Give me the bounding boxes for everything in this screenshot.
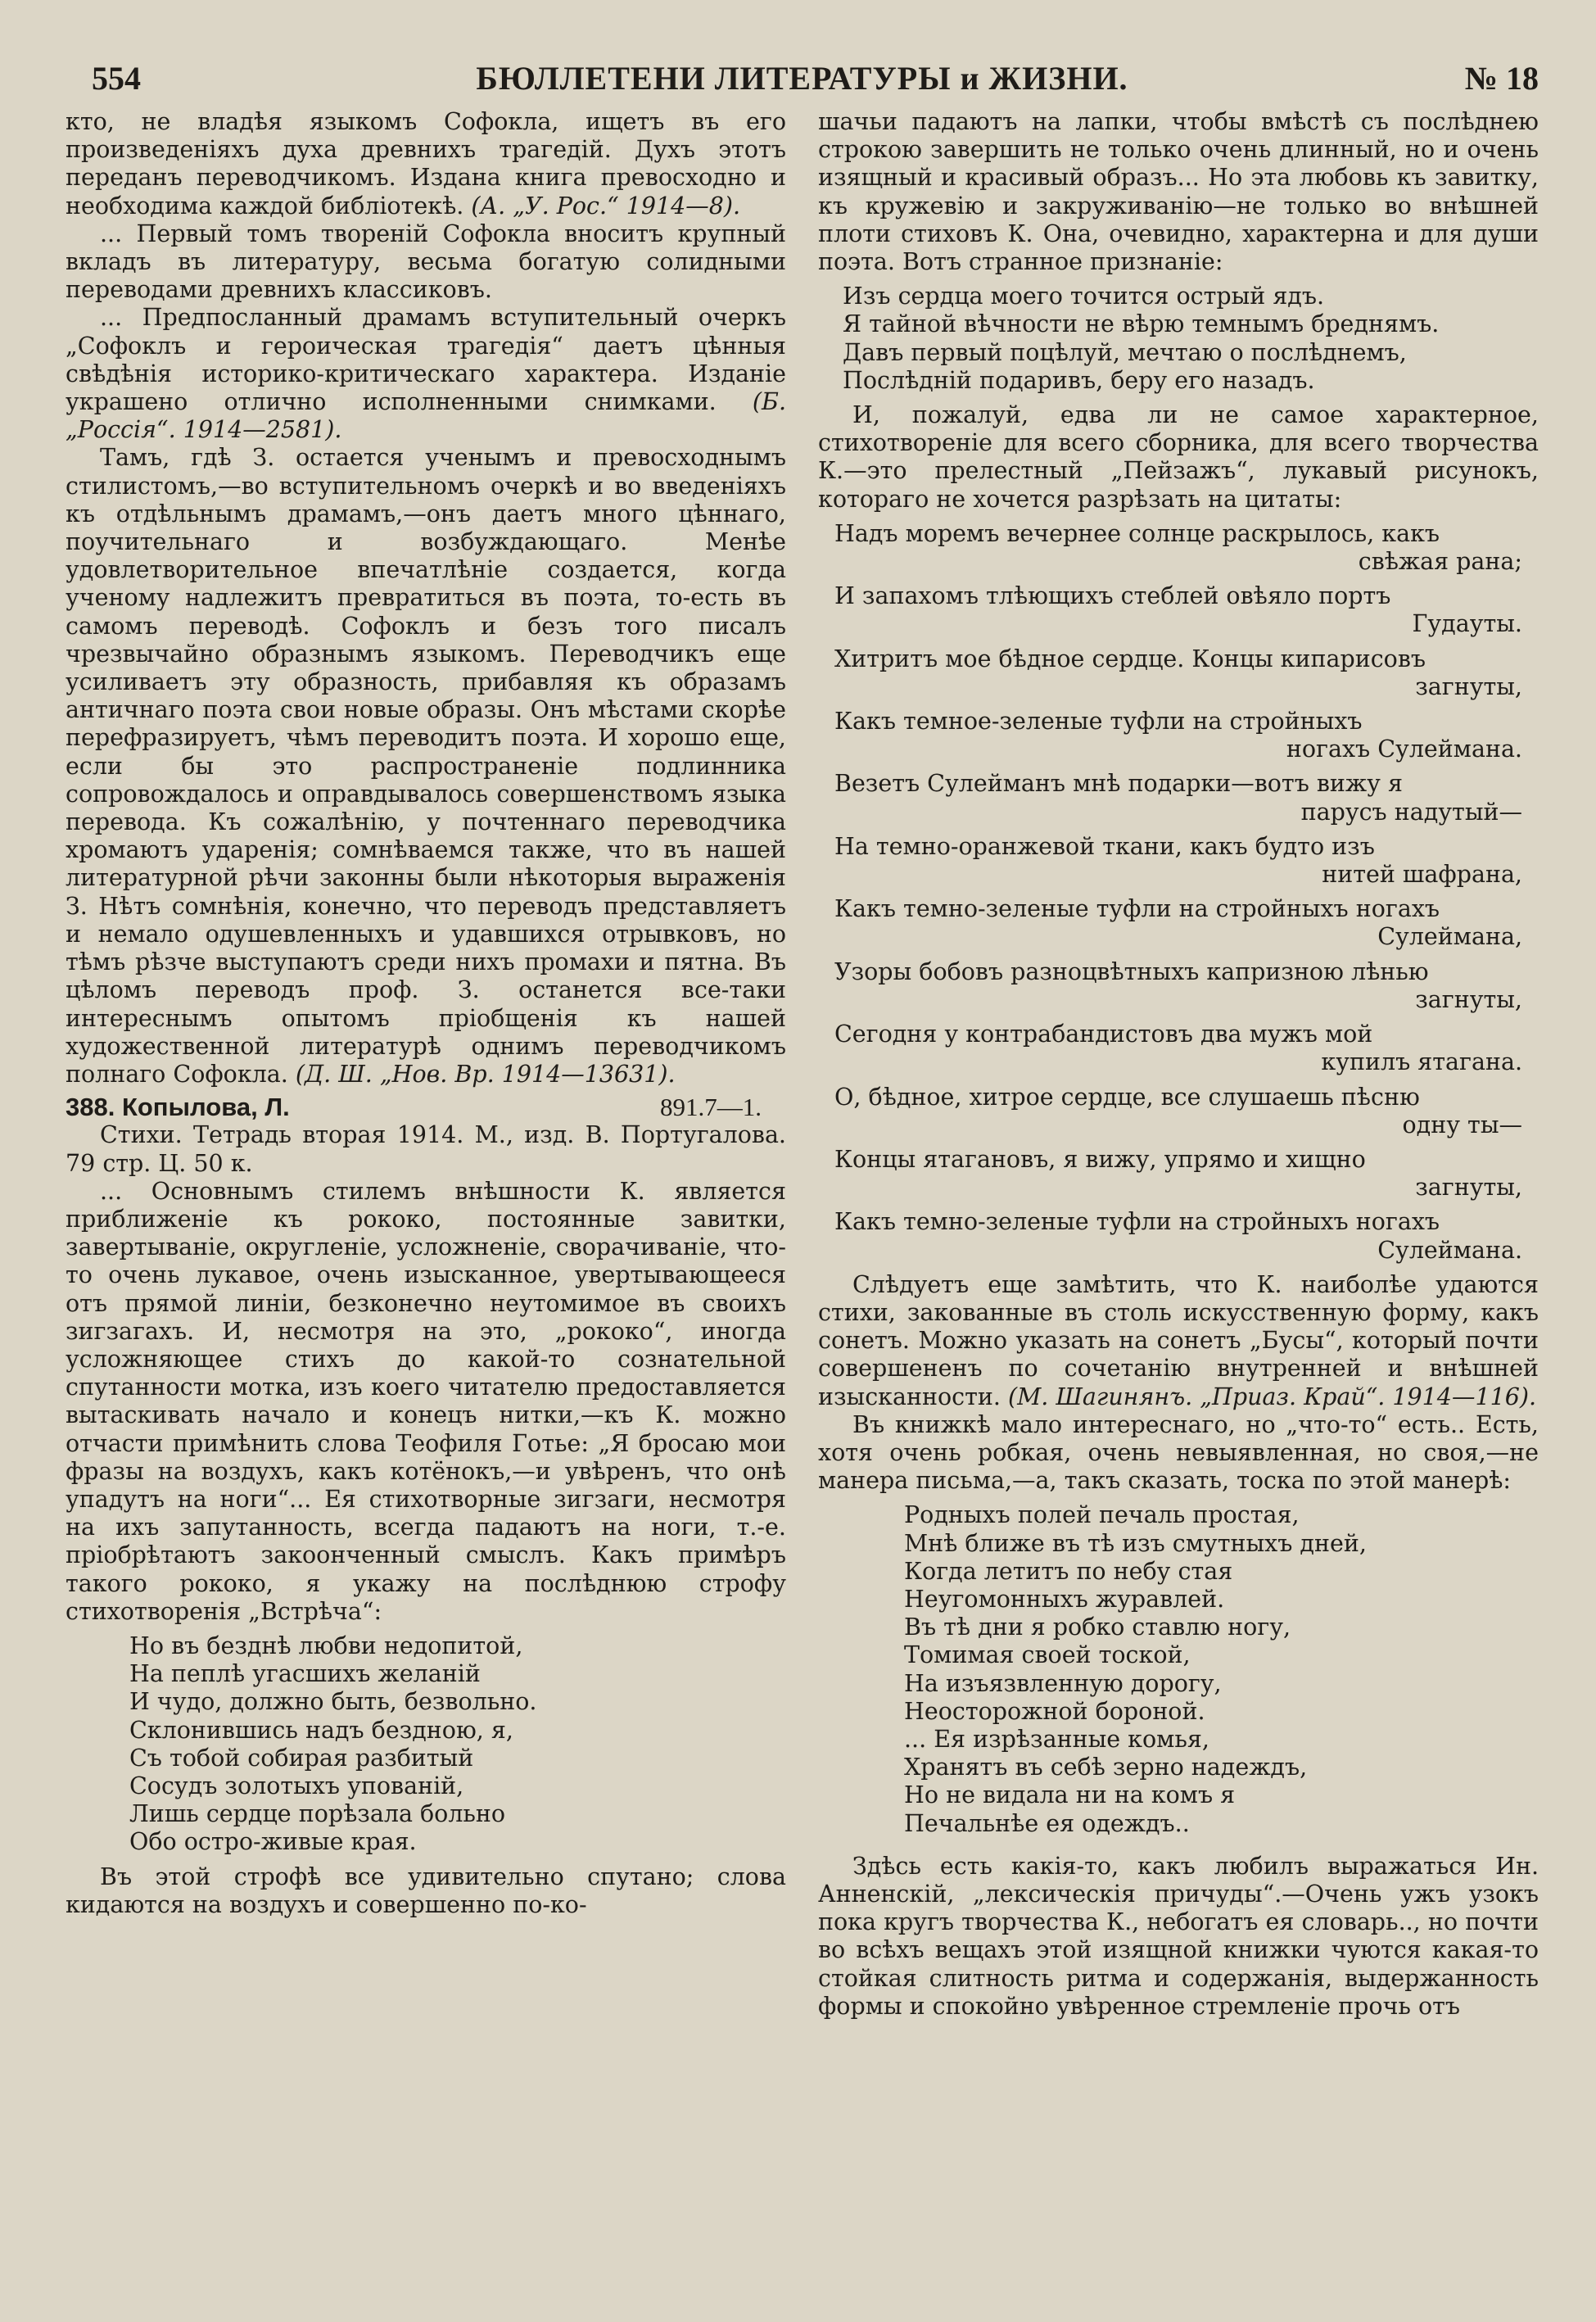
poem-vstrecha <box>66 1632 786 1857</box>
poem-line-continuation: Сулеймана. <box>1377 1236 1522 1264</box>
poem-line: ... Ея изрѣзанные комья, <box>904 1725 1209 1753</box>
poem-line: И чудо, должно быть, безвольно. <box>129 1688 537 1716</box>
issue-number: № 18 <box>1464 60 1539 97</box>
paragraph: кто, не владѣя языкомъ Софокла, ищетъ въ его произведеніяхъ духа древнихъ трагедій. Духъ этотъ переданъ переводчикомъ. Издана книга превосходно и необходима каждой библіотекѣ. (А. „У. Рос.“ 1914—8). <box>66 108 786 220</box>
poem-line-continuation: свѣжая рана; <box>1358 548 1522 576</box>
poem-line-continuation: Сулеймана, <box>1377 923 1522 951</box>
running-header <box>66 43 1539 108</box>
entry-bibliography: Стихи. Тетрадь вторая 1914. М., изд. В. Португалова. 79 стр. Ц. 50 к. <box>66 1121 786 1177</box>
paragraph: ... Первый томъ твореній Софокла вноситъ крупный вкладъ въ литературу, весьма богатую солидными переводами древнихъ классиковъ. <box>66 220 786 304</box>
poem-line: Какъ темно-зеленые туфли на стройныхъ ногахъ <box>834 1208 1440 1236</box>
source-citation: (А. „У. Рос.“ 1914—8). <box>471 192 741 220</box>
poem-line: Въ тѣ дни я робко ставлю ногу, <box>904 1614 1291 1641</box>
poem-line-continuation: парусъ надутый— <box>1300 798 1522 826</box>
poem-line: Обо остро-живые края. <box>129 1828 417 1856</box>
poem-line-continuation: купилъ ятагана. <box>1321 1048 1522 1076</box>
poem-line: Давъ первый поцѣлуй, мечтаю о послѣднемъ, <box>843 338 1407 366</box>
entry-author: 388. Копылова, Л. <box>66 1093 290 1122</box>
paragraph: Здѣсь есть какія-то, какъ любилъ выражаться Ин. Анненскій, „лексическія причуды“.—Очень ужъ узокъ пока кругъ творчества К., небогатъ ея словарь.., но почти во всѣхъ вещахъ этой изящной книжки чуются какая-то стойкая слитность ритма и содержанія, выдержанность формы и спокойно увѣренное стремленіе прочь отъ <box>818 1852 1539 2020</box>
poem-line: На изъязвленную дорогу, <box>904 1669 1222 1697</box>
source-citation: (М. Шагинянъ. „Приаз. Край“. 1914—116). <box>1007 1383 1537 1410</box>
poem-line: На пеплѣ угасшихъ желаній <box>129 1660 481 1688</box>
entry-classification: 891.7—1. <box>660 1093 762 1122</box>
poem-line: Послѣдній подаривъ, беру его назадъ. <box>843 366 1315 394</box>
poem-line: Когда летитъ по небу стая <box>904 1557 1233 1585</box>
poem-line: Лишь сердце порѣзала больно <box>129 1800 506 1828</box>
right-column <box>818 108 1539 2021</box>
poem-line: Но въ безднѣ любви недопитой, <box>129 1632 523 1659</box>
poem-line: Какъ темное-зеленые туфли на стройныхъ <box>834 708 1363 736</box>
poem-line: Неосторожной бороной. <box>904 1697 1205 1725</box>
poem-line-continuation: ногахъ Сулеймана. <box>1286 736 1522 763</box>
paragraph: Слѣдуетъ еще замѣтить, что К. наиболѣе удаются стихи, закованные въ столь искусственную форму, какъ сонетъ. Можно указать на сонетъ „Бусы“, который почти совершененъ по сочетанію внутренней и внѣшней изысканности. (М. Шагинянъ. „Приаз. Край“. 1914—116). <box>818 1270 1539 1410</box>
poem-peizazh <box>818 520 1539 1265</box>
poem-line: Какъ темно-зеленые туфли на стройныхъ ногахъ <box>834 895 1440 923</box>
poem-line: Сосудъ золотыхъ упованій, <box>129 1772 464 1799</box>
paragraph: ... Основнымъ стилемъ внѣшности К. является приближеніе къ рококо, постоянные завитки, завертываніе, округленіе, усложненіе, сворачиваніе, что-то очень лукавое, очень изысканное, увертывающееся отъ прямой линіи, безконечно неутомимое въ своихъ зигзагахъ. И, несмотря на это, „рококо“, иногда усложняющее стихъ до какой-то сознательной спутанности мотка, изъ коего читателю предоставляется вытаскивать начало и конецъ нитки,—къ К. можно отчасти примѣнить слова Теофиля Готье: „Я бросаю мои фразы на воздухъ, какъ котёнокъ,—и увѣренъ, что онѣ упадутъ на ноги“... Ея стихотворные зигзаги, несмотря на ихъ запутанность, всегда падаютъ на ноги, т.-е. пріобрѣтаютъ закоонченный смыслъ. Какъ примѣръ такого рококо, я укажу на послѣднюю строфу стихотворенія „Встрѣча“: <box>66 1177 786 1625</box>
poem-line: Родныхъ полей печаль простая, <box>904 1501 1300 1529</box>
poem-line-continuation: нитей шафрана, <box>1322 861 1522 889</box>
poem-line-continuation: загнуты, <box>1415 672 1522 700</box>
poem-line: Неугомонныхъ журавлей. <box>904 1585 1225 1613</box>
poem-line-continuation: одну ты— <box>1402 1111 1522 1138</box>
paragraph: шачьи падаютъ на лапки, чтобы вмѣстѣ съ послѣднею строкою завершить не только очень длинный, но и очень изящный и красивый образъ... Но эта любовь къ завитку, къ кружевію и закруживанію—не только во внѣшней плоти стиховъ К. Она, очевидно, характерна и для души поэта. Вотъ странное признаніе: <box>818 108 1539 276</box>
poem-line-continuation: загнуты, <box>1415 985 1522 1013</box>
paragraph: ... Предпосланный драмамъ вступительный очеркъ „Софоклъ и героическая трагедія“ даетъ цѣнныя свѣдѣнія историко-критическаго характера. Изданіе украшено отлично исполненными снимками. (Б. „Россія“. 1914—2581). <box>66 304 786 444</box>
page-number: 554 <box>92 60 141 97</box>
paragraph: И, пожалуй, едва ли не самое характерное, стихотвореніе для всего сборника, для всего творчества К.—это прелестный „Пейзажъ“, лукавый рисунокъ, котораго не хочется разрѣзать на цитаты: <box>818 401 1539 513</box>
text-columns <box>66 108 1539 2021</box>
poem-line: Я тайной вѣчности не вѣрю темнымъ бреднямъ. <box>843 310 1440 338</box>
poem-line: Печальнѣе ея одеждъ.. <box>904 1809 1190 1837</box>
poem-line-continuation: Гудауты. <box>1412 610 1522 638</box>
poem-line: Склонившись надъ бездною, я, <box>129 1716 513 1744</box>
source-citation: (Д. Ш. „Нов. Вр. 1914—13631). <box>295 1060 676 1088</box>
poem-line: Съ тобой собирая разбитый <box>129 1744 474 1772</box>
poem-line: Мнѣ ближе въ тѣ изъ смутныхъ дней, <box>904 1529 1367 1557</box>
poem-confession <box>818 283 1539 395</box>
poem-line: Хитритъ мое бѣдное сердце. Концы кипарисовъ <box>834 645 1426 672</box>
paragraph: Въ этой строфѣ все удивительно спутано; слова кидаются на воздухъ и совершенно по-ко- <box>66 1863 786 1918</box>
poem-rodnykh-polei <box>818 1501 1539 1837</box>
poem-line: Хранятъ въ себѣ зерно надеждъ, <box>904 1754 1308 1781</box>
poem-line: О, бѣдное, хитрое сердце, все слушаешь пѣсню <box>834 1083 1420 1111</box>
left-column <box>66 108 786 2021</box>
poem-line: Надъ моремъ вечернее солнце раскрылось, какъ <box>834 519 1440 547</box>
poem-line: Узоры бобовъ разноцвѣтныхъ капризною лѣнью <box>834 957 1429 985</box>
poem-line: И запахомъ тлѣющихъ стеблей овѣяло портъ <box>834 582 1391 610</box>
poem-line: Но не видала ни на комъ я <box>904 1781 1236 1809</box>
paragraph: Въ книжкѣ мало интереснаго, но „что-то“ есть.. Есть, хотя очень робкая, очень невыявленная, но своя,—не манера письма,—а, такъ сказать, тоска по этой манерѣ: <box>818 1410 1539 1495</box>
poem-line: Томимая своей тоской, <box>904 1641 1191 1669</box>
entry-heading <box>66 1093 786 1121</box>
poem-line: Везетъ Сулейманъ мнѣ подарки—вотъ вижу я <box>834 770 1403 798</box>
poem-line: Сегодня у контрабандистовъ два мужъ мой <box>834 1021 1373 1048</box>
poem-line: Концы ятагановъ, я вижу, упрямо и хищно <box>834 1145 1366 1173</box>
poem-line: Изъ сердца моего точится острый ядъ. <box>843 283 1325 310</box>
journal-title: БЮЛЛЕТЕНИ ЛИТЕРАТУРЫ и ЖИЗНИ. <box>476 60 1128 97</box>
source-citation: (Б. „Россія“. 1914—2581). <box>66 388 786 444</box>
paragraph: Тамъ, гдѣ З. остается ученымъ и превосходнымъ стилистомъ,—во вступительномъ очеркѣ и во введеніяхъ къ отдѣльнымъ драмамъ,—онъ даетъ много цѣннаго, поучительнаго и возбуждающаго. Менѣе удовлетворительное впечатлѣніе создается, когда ученому надлежитъ превратиться въ поэта, то-есть въ самомъ переводѣ. Софоклъ и безъ того писалъ чрезвычайно образнымъ языкомъ. Переводчикъ еще усиливаетъ эту образность, прибавляя къ образамъ античнаго поэта свои новые образы. Онъ мѣстами скорѣе перефразируетъ, чѣмъ переводитъ поэта. И хорошо еще, если бы это распространеніе подлинника сопровождалось и оправдывалось совершенствомъ языка перевода. Къ сожалѣнію, у почтеннаго переводчика хромаютъ ударенія; сомнѣваемся также, что въ нашей литературной рѣчи законны были нѣкоторыя выраженія З. Нѣтъ сомнѣнія, конечно, что переводъ представляетъ и немало одушевленныхъ и удавшихся отрывковъ, но тѣмъ рѣзче выступаютъ среди нихъ промахи и пятна. Въ цѣломъ переводъ проф. З. останется все-таки интереснымъ опытомъ пріобщенія къ нашей художественной литературѣ однимъ переводчикомъ полнаго Софокла. (Д. Ш. „Нов. Вр. 1914—13631). <box>66 444 786 1088</box>
poem-line: На темно-оранжевой ткани, какъ будто изъ <box>834 832 1375 860</box>
poem-line-continuation: загнуты, <box>1415 1174 1522 1202</box>
